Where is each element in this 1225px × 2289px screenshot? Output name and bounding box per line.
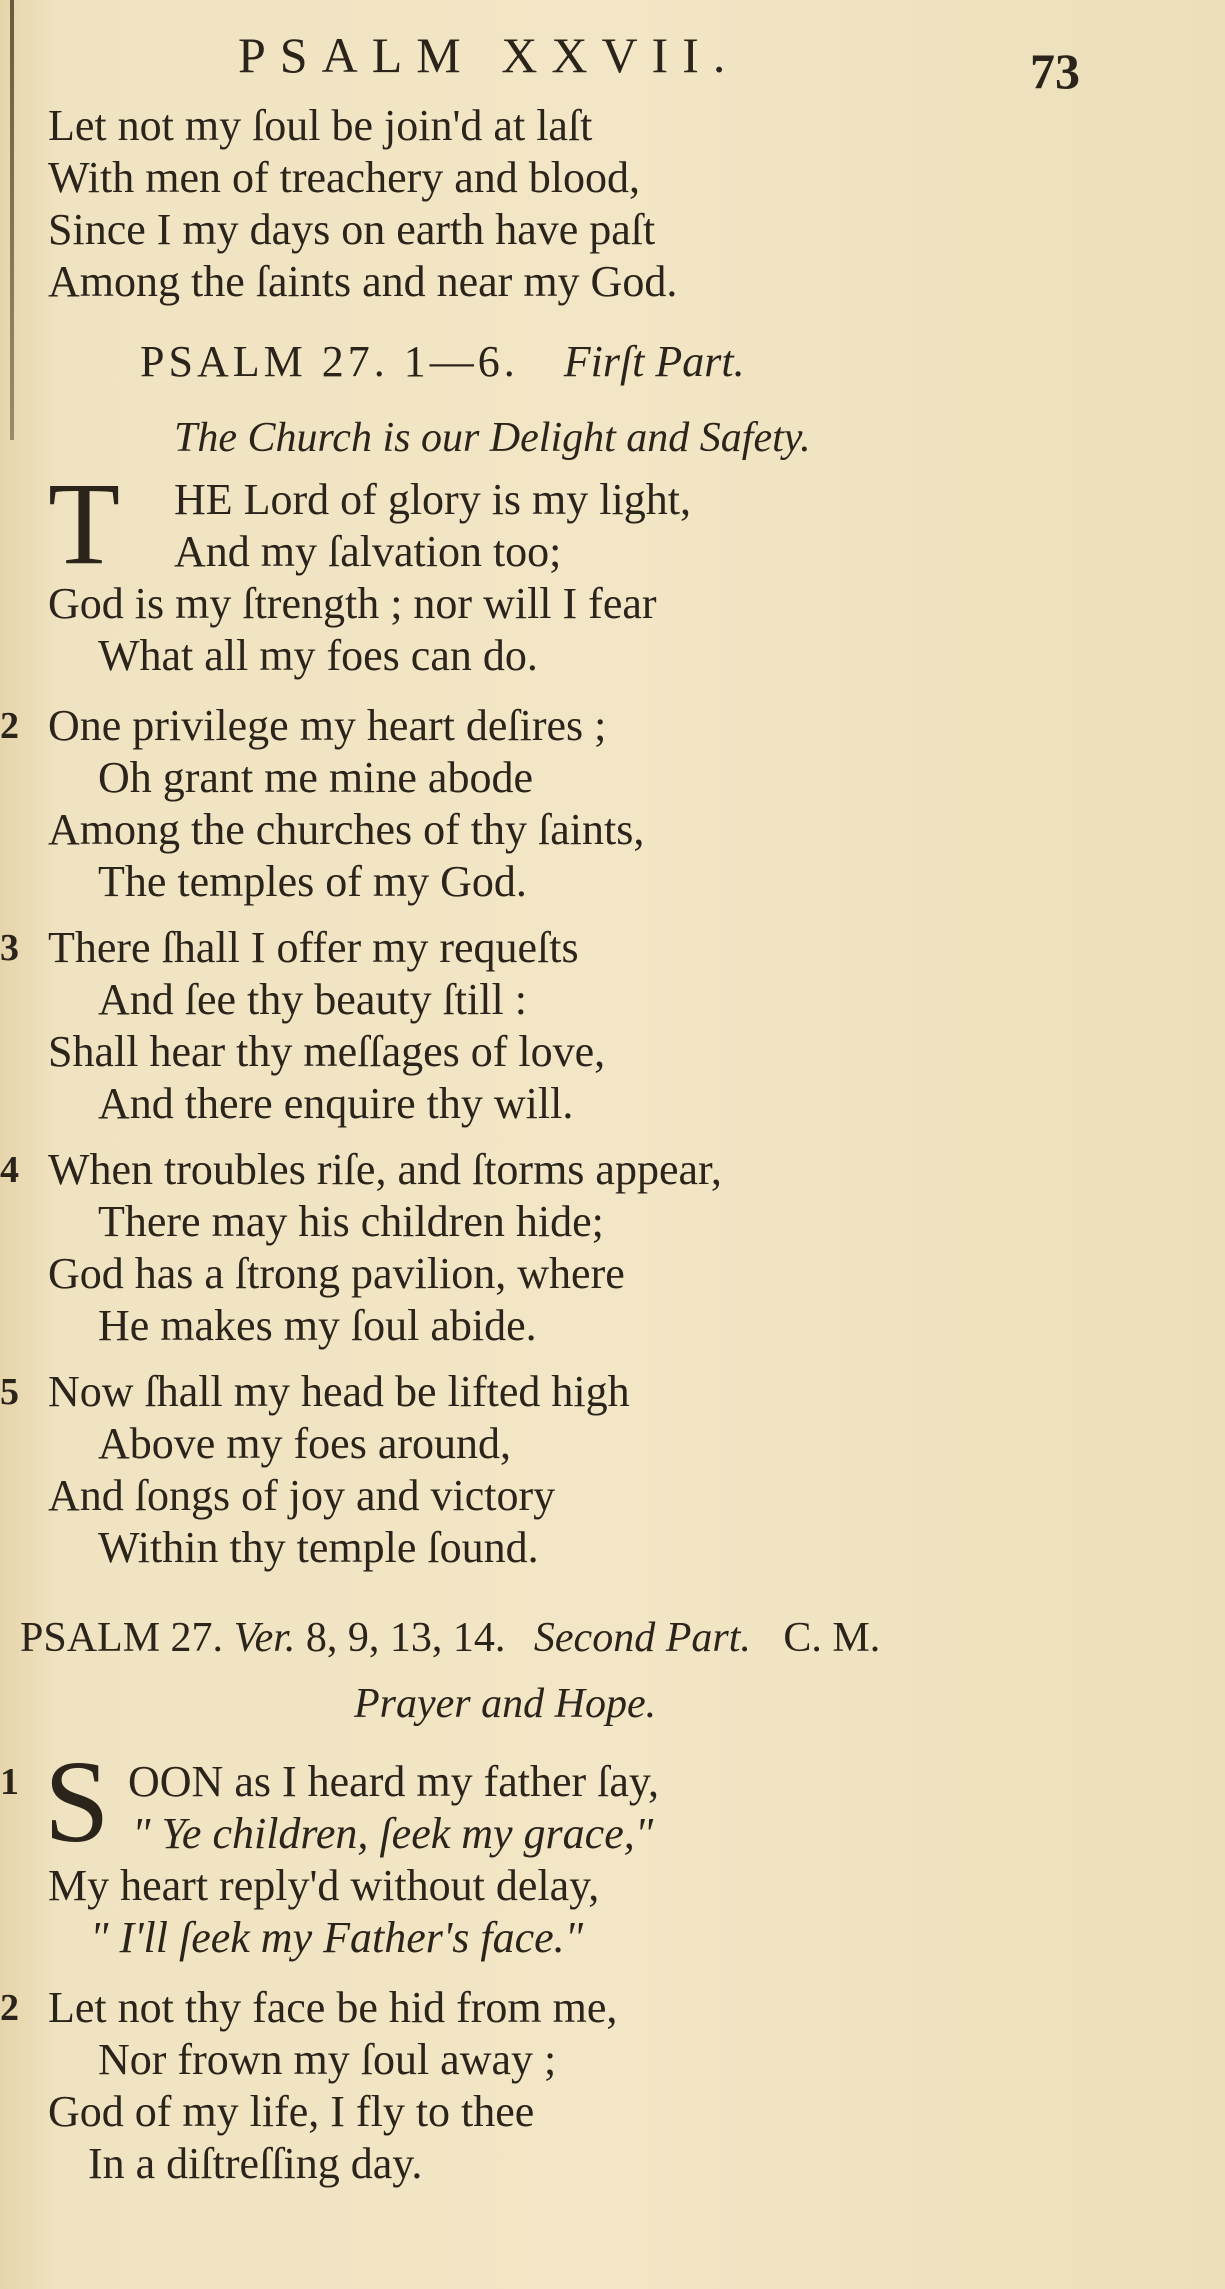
verse-line: Within thy temple ſound. — [98, 1523, 539, 1572]
stanza-number: 2 — [0, 1987, 19, 2029]
part1-heading-part: Firſt Part. — [563, 337, 745, 386]
stanza-number: 4 — [0, 1149, 19, 1191]
part2-heading-meter: C. M. — [783, 1615, 881, 1661]
part2-subtitle: Prayer and Hope. — [354, 1681, 657, 1727]
part1-subtitle: The Church is our Delight and Safety. — [174, 415, 811, 461]
part1-stanza-5 — [48, 1366, 630, 1574]
part2-heading-main: PSALM 27. — [20, 1615, 224, 1661]
part2-drop-cap: S — [44, 1736, 110, 1867]
verse-line: God has a ſtrong pavilion, where — [48, 1249, 625, 1298]
part1-heading-main: PSALM 27. 1—6. — [140, 337, 519, 386]
verse-line: There ſhall I offer my requeſts — [48, 923, 579, 972]
verse-line: My heart reply'd without delay, — [48, 1861, 600, 1910]
verse-line: God of my life, I fly to thee — [48, 2087, 535, 2136]
verse-line: The temples of my God. — [98, 857, 527, 906]
part1-stanza-2 — [48, 700, 644, 908]
verse-line: And there enquire thy will. — [98, 1079, 574, 1128]
verse-line: Shall hear thy meſſages of love, — [48, 1027, 606, 1076]
part2-stanza-1 — [48, 1756, 659, 1964]
verse-line: What all my foes can do. — [98, 631, 538, 680]
verse-line: One privilege my heart deſires ; — [48, 701, 607, 750]
part2-heading-ver: Ver. — [233, 1615, 296, 1661]
part2-heading-part: Second Part. — [533, 1615, 751, 1661]
part1-stanza-1 — [48, 458, 691, 682]
verse-line: " Ye children, ſeek my grace," — [132, 1809, 654, 1858]
verse-line: He makes my ſoul abide. — [98, 1301, 537, 1350]
part2-stanza-2 — [48, 1982, 617, 2190]
verse-line: Let not thy face be hid from me, — [48, 1983, 618, 2032]
stanza-number: 1 — [0, 1761, 19, 1803]
part1-heading — [140, 336, 745, 387]
part1-stanza-4 — [48, 1144, 722, 1352]
verse-line: Oh grant me mine abode — [98, 753, 533, 802]
stanza-number: 2 — [0, 705, 19, 747]
running-title: PSALM XXVII. — [238, 27, 740, 83]
page-spine-edge — [10, 0, 14, 440]
verse-line: When troubles riſe, and ſtorms appear, — [48, 1145, 722, 1194]
verse-line: With men of treachery and blood, — [48, 153, 641, 202]
verse-line: HE Lord of glory is my light, — [174, 475, 691, 524]
verse-line: Since I my days on earth have paſt — [48, 205, 656, 254]
verse-line: " I'll ſeek my Father's face." — [90, 1913, 584, 1962]
part2-heading — [20, 1614, 880, 1662]
stanza-number: 5 — [0, 1371, 19, 1413]
verse-line: God is my ſtrength ; nor will I fear — [48, 579, 657, 628]
part1-drop-cap: T — [48, 458, 121, 589]
verse-line: And ſongs of joy and victory — [48, 1471, 556, 1520]
verse-line: Nor frown my ſoul away ; — [98, 2035, 557, 2084]
part2-heading-refs: 8, 9, 13, 14. — [305, 1615, 506, 1661]
verse-line: And my ſalvation too; — [174, 527, 562, 576]
opening-stanza — [48, 100, 677, 308]
verse-line: Among the ſaints and near my God. — [48, 257, 678, 306]
part1-stanza-3 — [48, 922, 605, 1130]
stanza-number: 3 — [0, 927, 19, 969]
verse-line: There may his children hide; — [98, 1197, 604, 1246]
verse-line: And ſee thy beauty ſtill : — [98, 975, 527, 1024]
verse-line: OON as I heard my father ſay, — [128, 1757, 660, 1806]
verse-line: Let not my ſoul be join'd at laſt — [48, 101, 593, 150]
verse-line: Now ſhall my head be lifted high — [48, 1367, 630, 1416]
verse-line: In a diſtreſſing day. — [88, 2139, 423, 2188]
page-number: 73 — [1030, 43, 1080, 99]
verse-line: Among the churches of thy ſaints, — [48, 805, 645, 854]
verse-line: Above my foes around, — [98, 1419, 512, 1468]
